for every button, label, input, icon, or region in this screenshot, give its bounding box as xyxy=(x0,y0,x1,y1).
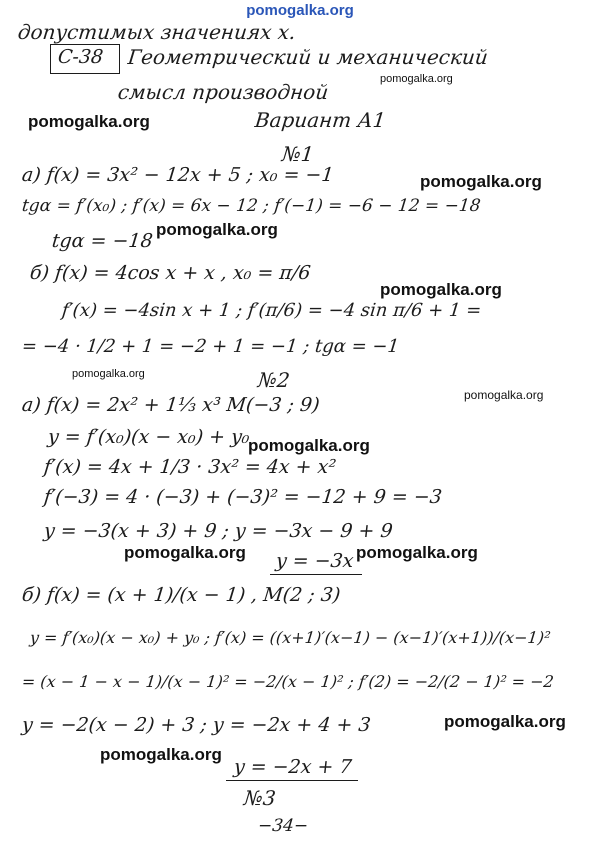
watermark: pomogalka.org xyxy=(248,436,370,455)
task-1b-line-3: = −4 · 1/2 + 1 = −2 + 1 = −1 ; tgα = −1 xyxy=(20,336,401,357)
task-2a-line-5: y = −3(x + 3) + 9 ; y = −3x − 9 + 9 xyxy=(42,520,394,542)
variant-title: Вариант А1 xyxy=(253,108,387,132)
task-2a-line-3: f′(x) = 4x + 1/3 · 3x² = 4x + x² xyxy=(42,456,338,478)
task-1b-line-2: f′(x) = −4sin x + 1 ; f′(π/6) = −4 sin π/6 + 1 = xyxy=(60,300,483,321)
watermark: pomogalka.org xyxy=(100,745,222,764)
task-2b-answer-underline xyxy=(226,780,358,781)
task-2a-line-4: f′(−3) = 4 · (−3) + (−3)² = −12 + 9 = −3 xyxy=(42,486,444,508)
watermark: pomogalka.org xyxy=(464,388,544,402)
watermark: pomogalka.org xyxy=(124,543,246,562)
task-1b-line-1: б) f(x) = 4cos x + x , x₀ = π/6 xyxy=(28,262,312,284)
watermark: pomogalka.org xyxy=(156,220,278,239)
section-label: C-38 xyxy=(56,46,105,68)
task-2a-answer: y = −3x xyxy=(274,550,355,572)
task-2a-line-2: y = f′(x₀)(x − x₀) + y₀ xyxy=(46,426,251,448)
watermark: pomogalka.org xyxy=(420,172,542,191)
title-line-2: смысл производной xyxy=(116,80,330,104)
task-2a-answer-underline xyxy=(270,574,362,575)
watermark: pomogalka.org xyxy=(380,280,502,299)
watermark: pomogalka.org xyxy=(356,543,478,562)
task-2b-line-4: y = −2(x − 2) + 3 ; y = −2x + 4 + 3 xyxy=(20,714,372,736)
watermark: pomogalka.org xyxy=(380,73,453,85)
intro-line: допустимых значениях x. xyxy=(16,20,297,44)
task-3-number: №3 xyxy=(242,786,277,810)
watermark: pomogalka.org xyxy=(444,712,566,731)
watermark: pomogalka.org xyxy=(28,112,150,131)
watermark: pomogalka.org xyxy=(72,368,145,380)
task-2-number: №2 xyxy=(256,368,291,392)
task-1-number: №1 xyxy=(280,142,315,166)
task-2b-line-1: б) f(x) = (x + 1)/(x − 1) , M(2 ; 3) xyxy=(20,584,342,606)
task-2b-line-2: y = f′(x₀)(x − x₀) + y₀ ; f′(x) = ((x+1)′(x−1) − (x−1)′(x+1))/(x−1)² xyxy=(29,628,552,647)
task-2b-answer: y = −2x + 7 xyxy=(232,756,353,778)
task-1a-line-3: tgα = −18 xyxy=(50,230,154,252)
title-line-1: Геометрический и механический xyxy=(126,45,490,69)
page-number: −34− xyxy=(256,816,310,836)
task-1a-line-2: tgα = f′(x₀) ; f′(x) = 6x − 12 ; f′(−1) = −6 − 12 = −18 xyxy=(20,196,482,216)
task-2a-line-1: а) f(x) = 2x² + 1⅓ x³ M(−3 ; 9) xyxy=(20,394,321,416)
task-1a-line-1: а) f(x) = 3x² − 12x + 5 ; x₀ = −1 xyxy=(20,164,335,186)
task-2b-line-3: = (x − 1 − x − 1)/(x − 1)² = −2/(x − 1)² ; f′(2) = −2/(2 − 1)² = −2 xyxy=(21,672,555,691)
site-header[interactable]: pomogalka.org xyxy=(246,2,354,19)
